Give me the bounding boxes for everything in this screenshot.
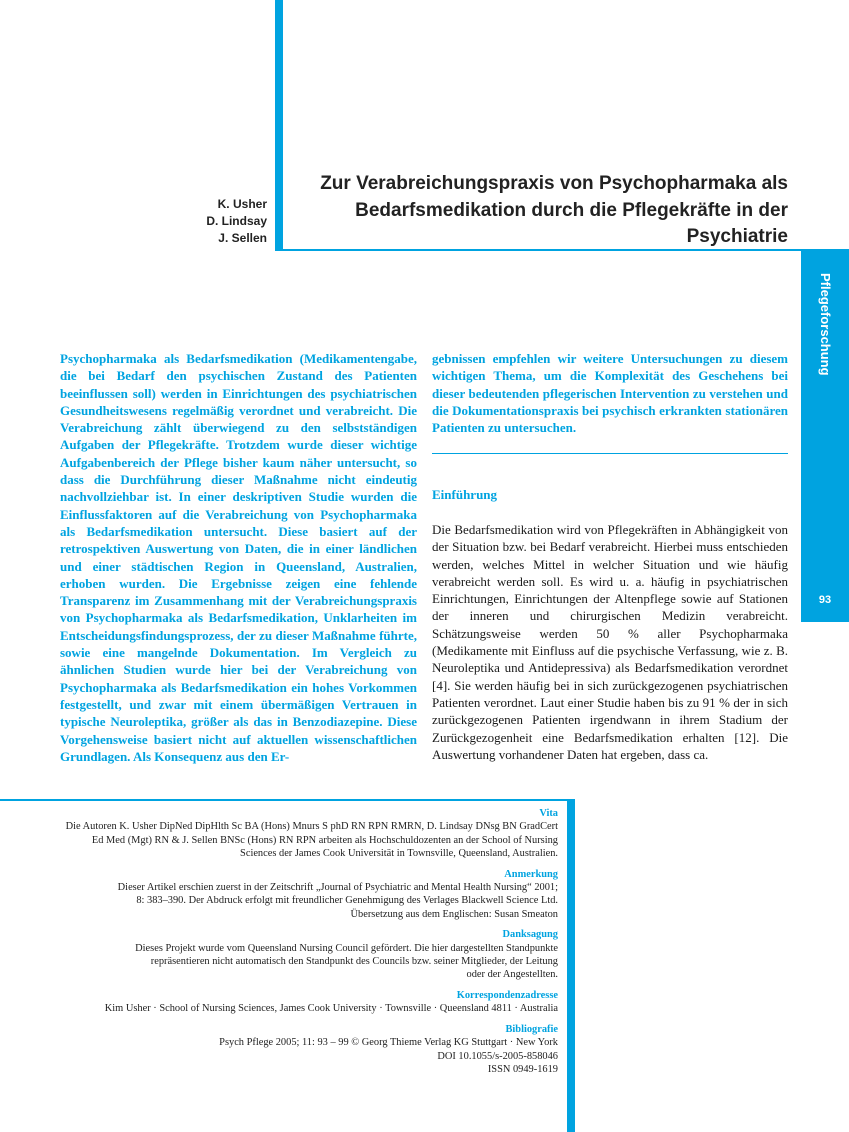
- bibliography-heading: Bibliografie: [505, 1023, 558, 1035]
- section-label: Pflegeforschung: [818, 273, 833, 376]
- title-line: Bedarfsmedikation durch die Pflegekräfte in der: [355, 199, 788, 221]
- bibliography-line: Psych Pflege 2005; 11: 93 – 99 © Georg Thieme Verlag KG Stuttgart · New York: [219, 1037, 558, 1049]
- author-name: D. Lindsay: [206, 214, 267, 228]
- acknowledgement-line: oder der Angestellten.: [466, 969, 558, 981]
- section-heading: Einführung: [432, 487, 498, 502]
- vita-line: Ed Med (Mgt) RN & J. Sellen BNSc (Hons) RN RPN arbeiten als Hochschuldozenten an der School of Nursing: [91, 834, 558, 846]
- bibliography-line: DOI 10.1055/s-2005-858046: [437, 1050, 558, 1062]
- acknowledgement-heading: Danksagung: [502, 929, 558, 941]
- correspondence-line: Kim Usher · School of Nursing Sciences, James Cook University · Townsville · Queensland 4811 · Australia: [104, 1003, 558, 1015]
- bibliography-block: [40, 1023, 558, 1077]
- note-line: Dieser Artikel erschien zuerst in der Zeitschrift „Journal of Psychiatric and Mental Health Nursing“ 2001;: [117, 882, 558, 894]
- author-name: K. Usher: [217, 197, 267, 211]
- article-title: [296, 171, 788, 251]
- note-line: Übersetzung aus dem Englischen: Susan Smeaton: [350, 908, 558, 920]
- vita-line: Die Autoren K. Usher DipNed DipHlth Sc BA (Hons) Mnurs S phD RN RPN RMRN, D. Lindsay DNsg BN GradCert: [65, 821, 558, 833]
- abstract-right: gebnissen empfehlen wir weitere Untersuchungen zu diesem wichtigen Thema, um die Komplexität des Geschehens bei dieser bedeutenden pflegerischen Intervention zu verstehen und die Dokumentationspraxis bei psychisch erkrankten stationären Patienten zu untersuchen.: [432, 351, 788, 436]
- page-number: 93: [818, 594, 832, 606]
- bibliography-line: ISSN 0949-1619: [487, 1063, 558, 1075]
- abstract-left: Psychopharmaka als Bedarfsmedikation (Medikamentengabe, die bei Bedarf den psychischen Zustand des Patienten beeinflussen soll) werden in Einrichtungen des psychiatrischen Gesundheitswesens regelmäßig verordnet und verabreicht. Die Verabreichung zählt überwiegend zu den selbstständigen Aufgaben der Pflegekräfte. Trotzdem wurde dieser wichtige Aufgabenbereich der Pflege bisher kaum näher untersucht, so dass die Durchführung dieser Maßnahme nicht eindeutig nachvollziehbar ist. In einer deskriptiven Studie wurden die Einflussfaktoren auf die Verabreichung von Psychopharmaka als Bedarfsmedikation untersucht. Diese basiert auf der retrospektiven Auswertung von Daten, die in einer ländlichen und einer städtischen Region in Queensland, Australien, erhoben wurden. Die Ergebnisse zeigen eine fehlende Transparenz im Zusammenhang mit der Verabreichungspraxis von Psychopharmaka als Bedarfsmedikation, Unklarheiten im Entscheidungsfindungsprozess, der zu dieser Maßnahme führte, sowie eine mangelnde Dokumentation. Im Vergleich zu ähnlichen Studien wurde hier bei der Verabreichung von Psychopharmaka als Bedarfsmedikation ein hohes Vorkommen festgestellt, und zwar mit einem übermäßigen Vertrauen in typische Neuroleptika, größer als das in Benzodiazepine. Diese Vorgehensweise basiert nicht auf aktuellen wissenschaftlichen Grundlagen. Als Konsequenz aus den Er-: [60, 351, 417, 764]
- acknowledgement-line: Dieses Projekt wurde vom Queensland Nursing Council gefördert. Die hier dargestellten Standpunkte: [135, 942, 558, 954]
- author-name: J. Sellen: [218, 231, 267, 245]
- title-line: Zur Verabreichungspraxis von Psychopharmaka als: [320, 173, 788, 194]
- note-heading: Anmerkung: [504, 868, 558, 880]
- correspondence-block: [40, 989, 558, 1016]
- info-box: [40, 807, 558, 1083]
- acknowledgement-line: repräsentieren nicht automatisch den Standpunkt des Councils bzw. seiner Mitglieder, der Leitung: [150, 956, 558, 968]
- abstract-divider: [432, 453, 788, 454]
- info-box-rule: [0, 799, 575, 801]
- section-side-tab: [801, 251, 849, 622]
- note-block: [40, 868, 558, 922]
- intro-text: Die Bedarfsmedikation wird von Pflegekräften in Abhängigkeit von der Situation bzw. bei Bedarf verabreicht. Hierbei muss entschieden werden, welches Mittel in welcher Situation und wie häufig verabreicht werden soll. Es wird u. a. häufig in psychiatrischen Einrichtungen, Einrichtungen der Altenpflege sowie auf Stationen der inneren und chirurgischen Medizin verabreicht. Schätzungsweise werden 50 % aller Psychopharmaka (Medikamente mit Einfluss auf die psychische Verfassung, wie z. B. Neuroleptika und Antidepressiva) als Bedarfsmedikation verordnet [4]. Sie werden häufig bei in sich zurückgezogenen psychiatrischen Patienten verordnet. Laut einer Studie haben bis zu 91 % der in sich zurückgezogenen Patienten irgendwann in ihrem Stadium der Zurückgezogenheit eine Bedarfsmedikation erhalten [12]. Die Auswertung vorhandener Daten hat ergeben, dass ca.: [432, 522, 788, 762]
- author-list: [160, 196, 267, 247]
- acknowledgement-block: [40, 928, 558, 982]
- correspondence-heading: Korrespondenzadresse: [456, 989, 558, 1001]
- vita-heading: Vita: [539, 808, 558, 819]
- vita-block: [40, 807, 558, 861]
- header-accent-bar: [275, 0, 283, 251]
- info-box-accent-bar: [567, 799, 575, 1132]
- title-line: Psychiatrie: [686, 226, 788, 247]
- note-line: 8: 383–390. Der Abdruck erfolgt mit freundlicher Genehmigung des Verlages Blackwell Science Ltd.: [136, 895, 558, 907]
- vita-line: Sciences der James Cook Universität in Townsville, Queensland, Australien.: [240, 848, 558, 860]
